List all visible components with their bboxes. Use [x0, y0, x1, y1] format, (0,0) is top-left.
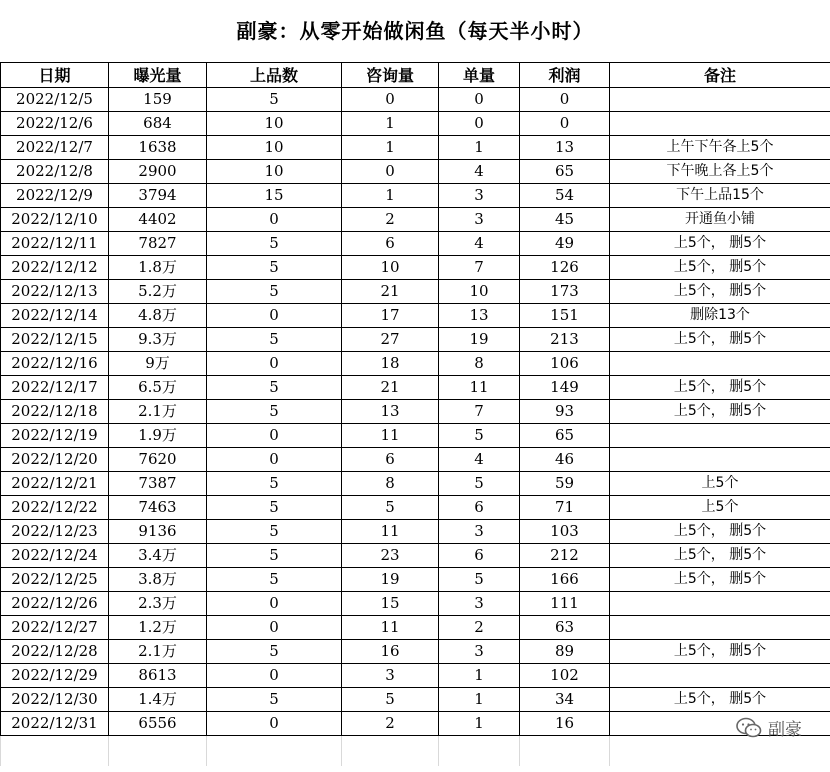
- cell-profit[interactable]: 111: [520, 592, 610, 616]
- cell-date[interactable]: 2022/12/8: [1, 160, 109, 184]
- cell-date[interactable]: 2022/12/15: [1, 328, 109, 352]
- cell-date[interactable]: 2022/12/27: [1, 616, 109, 640]
- cell-date[interactable]: 2022/12/20: [1, 448, 109, 472]
- cell-date[interactable]: 2022/12/26: [1, 592, 109, 616]
- cell-exposure[interactable]: 1.9万: [109, 424, 207, 448]
- cell-orders[interactable]: 6: [439, 496, 520, 520]
- cell-date[interactable]: 2022/12/21: [1, 472, 109, 496]
- header-inquiries[interactable]: 咨询量: [342, 63, 439, 88]
- cell-exposure[interactable]: 9万: [109, 352, 207, 376]
- cell-listings[interactable]: 0: [207, 616, 342, 640]
- cell-listings[interactable]: 0: [207, 304, 342, 328]
- cell-orders[interactable]: 5: [439, 568, 520, 592]
- cell-exposure[interactable]: 2.3万: [109, 592, 207, 616]
- cell-note[interactable]: [610, 352, 830, 376]
- cell-exposure[interactable]: 7387: [109, 472, 207, 496]
- cell-date[interactable]: 2022/12/23: [1, 520, 109, 544]
- cell-inquiries[interactable]: 6: [342, 448, 439, 472]
- table-row: [1, 112, 830, 136]
- data-table: [0, 62, 830, 766]
- cell-inquiries[interactable]: 21: [342, 280, 439, 304]
- table-row: [1, 712, 830, 736]
- cell-exposure[interactable]: 4.8万: [109, 304, 207, 328]
- cell-inquiries[interactable]: 0: [342, 88, 439, 112]
- cell-listings[interactable]: 10: [207, 112, 342, 136]
- cell-profit[interactable]: 46: [520, 448, 610, 472]
- cell-exposure[interactable]: 5.2万: [109, 280, 207, 304]
- cell-exposure[interactable]: 9136: [109, 520, 207, 544]
- cell-orders[interactable]: 1: [439, 712, 520, 736]
- cell-orders[interactable]: 3: [439, 592, 520, 616]
- table-row: [1, 88, 830, 112]
- cell-listings[interactable]: 5: [207, 280, 342, 304]
- cell-profit[interactable]: 63: [520, 616, 610, 640]
- cell-inquiries[interactable]: 8: [342, 472, 439, 496]
- cell-date[interactable]: 2022/12/12: [1, 256, 109, 280]
- header-row: [1, 63, 830, 88]
- table-row: [1, 472, 830, 496]
- cell-exposure[interactable]: 3.4万: [109, 544, 207, 568]
- cell-exposure[interactable]: 2.1万: [109, 640, 207, 664]
- cell-note[interactable]: 上5个， 删5个: [610, 688, 830, 712]
- cell-listings[interactable]: 0: [207, 448, 342, 472]
- empty-cell[interactable]: [342, 736, 439, 767]
- cell-inquiries[interactable]: 19: [342, 568, 439, 592]
- cell-note[interactable]: 上5个: [610, 496, 830, 520]
- cell-exposure[interactable]: 7827: [109, 232, 207, 256]
- cell-date[interactable]: 2022/12/7: [1, 136, 109, 160]
- cell-date[interactable]: 2022/12/10: [1, 208, 109, 232]
- empty-cell[interactable]: [207, 736, 342, 767]
- table-row: [1, 568, 830, 592]
- cell-listings[interactable]: 0: [207, 424, 342, 448]
- cell-profit[interactable]: 93: [520, 400, 610, 424]
- empty-cell[interactable]: [1, 736, 109, 767]
- cell-date[interactable]: 2022/12/25: [1, 568, 109, 592]
- cell-profit[interactable]: 13: [520, 136, 610, 160]
- cell-inquiries[interactable]: 1: [342, 112, 439, 136]
- cell-orders[interactable]: 8: [439, 352, 520, 376]
- table-row: [1, 520, 830, 544]
- cell-note[interactable]: [610, 664, 830, 688]
- cell-exposure[interactable]: 1.8万: [109, 256, 207, 280]
- cell-inquiries[interactable]: 21: [342, 376, 439, 400]
- cell-profit[interactable]: 151: [520, 304, 610, 328]
- cell-profit[interactable]: 212: [520, 544, 610, 568]
- cell-listings[interactable]: 5: [207, 520, 342, 544]
- header-profit[interactable]: 利润: [520, 63, 610, 88]
- cell-exposure[interactable]: 1.4万: [109, 688, 207, 712]
- cell-inquiries[interactable]: 11: [342, 616, 439, 640]
- cell-orders[interactable]: 10: [439, 280, 520, 304]
- cell-exposure[interactable]: 8613: [109, 664, 207, 688]
- cell-listings[interactable]: 5: [207, 376, 342, 400]
- cell-orders[interactable]: 5: [439, 472, 520, 496]
- cell-note[interactable]: 上5个， 删5个: [610, 640, 830, 664]
- cell-exposure[interactable]: 6556: [109, 712, 207, 736]
- cell-profit[interactable]: 54: [520, 184, 610, 208]
- cell-note[interactable]: [610, 88, 830, 112]
- cell-profit[interactable]: 106: [520, 352, 610, 376]
- cell-note[interactable]: 下午晚上各上5个: [610, 160, 830, 184]
- cell-profit[interactable]: 103: [520, 520, 610, 544]
- cell-exposure[interactable]: 7463: [109, 496, 207, 520]
- cell-inquiries[interactable]: 15: [342, 592, 439, 616]
- cell-note[interactable]: 上5个， 删5个: [610, 544, 830, 568]
- cell-date[interactable]: 2022/12/9: [1, 184, 109, 208]
- cell-profit[interactable]: 59: [520, 472, 610, 496]
- cell-exposure[interactable]: 1638: [109, 136, 207, 160]
- cell-listings[interactable]: 5: [207, 688, 342, 712]
- cell-inquiries[interactable]: 11: [342, 424, 439, 448]
- table-row: [1, 616, 830, 640]
- cell-note[interactable]: 删除13个: [610, 304, 830, 328]
- watermark: [736, 715, 802, 740]
- cell-profit[interactable]: 126: [520, 256, 610, 280]
- cell-profit[interactable]: 0: [520, 112, 610, 136]
- cell-inquiries[interactable]: 17: [342, 304, 439, 328]
- cell-exposure[interactable]: 9.3万: [109, 328, 207, 352]
- cell-orders[interactable]: 11: [439, 376, 520, 400]
- cell-orders[interactable]: 2: [439, 616, 520, 640]
- cell-orders[interactable]: 1: [439, 688, 520, 712]
- wechat-icon: [736, 717, 762, 739]
- cell-orders[interactable]: 13: [439, 304, 520, 328]
- cell-note[interactable]: 上5个， 删5个: [610, 280, 830, 304]
- cell-profit[interactable]: 173: [520, 280, 610, 304]
- cell-inquiries[interactable]: 11: [342, 520, 439, 544]
- table-row: [1, 136, 830, 160]
- cell-note[interactable]: 上5个， 删5个: [610, 328, 830, 352]
- cell-orders[interactable]: 3: [439, 208, 520, 232]
- table-row: [1, 256, 830, 280]
- cell-listings[interactable]: 5: [207, 568, 342, 592]
- cell-exposure[interactable]: 2.1万: [109, 400, 207, 424]
- cell-orders[interactable]: 1: [439, 664, 520, 688]
- table-row: [1, 352, 830, 376]
- cell-orders[interactable]: 4: [439, 232, 520, 256]
- table-row: [1, 448, 830, 472]
- cell-orders[interactable]: 3: [439, 184, 520, 208]
- cell-note[interactable]: 上5个， 删5个: [610, 400, 830, 424]
- cell-exposure[interactable]: 3794: [109, 184, 207, 208]
- cell-date[interactable]: 2022/12/14: [1, 304, 109, 328]
- cell-exposure[interactable]: 684: [109, 112, 207, 136]
- table-row: [1, 664, 830, 688]
- cell-orders[interactable]: 1: [439, 136, 520, 160]
- cell-listings[interactable]: 5: [207, 496, 342, 520]
- cell-orders[interactable]: 0: [439, 88, 520, 112]
- cell-exposure[interactable]: 1.2万: [109, 616, 207, 640]
- cell-exposure[interactable]: 3.8万: [109, 568, 207, 592]
- cell-date[interactable]: 2022/12/29: [1, 664, 109, 688]
- table-row: [1, 688, 830, 712]
- cell-note[interactable]: [610, 616, 830, 640]
- cell-note[interactable]: 上午下午各上5个: [610, 136, 830, 160]
- cell-inquiries[interactable]: 27: [342, 328, 439, 352]
- cell-inquiries[interactable]: 1: [342, 184, 439, 208]
- cell-profit[interactable]: 16: [520, 712, 610, 736]
- cell-exposure[interactable]: 7620: [109, 448, 207, 472]
- cell-date[interactable]: 2022/12/28: [1, 640, 109, 664]
- cell-inquiries[interactable]: 3: [342, 664, 439, 688]
- cell-orders[interactable]: 4: [439, 160, 520, 184]
- cell-profit[interactable]: 89: [520, 640, 610, 664]
- cell-profit[interactable]: 49: [520, 232, 610, 256]
- cell-date[interactable]: 2022/12/6: [1, 112, 109, 136]
- cell-date[interactable]: 2022/12/24: [1, 544, 109, 568]
- cell-listings[interactable]: 0: [207, 352, 342, 376]
- cell-exposure[interactable]: 6.5万: [109, 376, 207, 400]
- empty-row: [1, 736, 830, 767]
- cell-inquiries[interactable]: 18: [342, 352, 439, 376]
- table-row: [1, 496, 830, 520]
- cell-profit[interactable]: 65: [520, 160, 610, 184]
- header-orders[interactable]: 单量: [439, 63, 520, 88]
- cell-inquiries[interactable]: 16: [342, 640, 439, 664]
- cell-date[interactable]: 2022/12/5: [1, 88, 109, 112]
- cell-date[interactable]: 2022/12/13: [1, 280, 109, 304]
- cell-inquiries[interactable]: 0: [342, 160, 439, 184]
- cell-profit[interactable]: 45: [520, 208, 610, 232]
- watermark-text: 副豪: [768, 720, 802, 740]
- table-row: [1, 208, 830, 232]
- cell-orders[interactable]: 4: [439, 448, 520, 472]
- cell-date[interactable]: 2022/12/19: [1, 424, 109, 448]
- cell-listings[interactable]: 0: [207, 664, 342, 688]
- cell-inquiries[interactable]: 5: [342, 688, 439, 712]
- sheet-title: 副豪：从零开始做闲鱼（每天半小时）: [236, 19, 594, 43]
- empty-cell[interactable]: [439, 736, 520, 767]
- cell-inquiries[interactable]: 2: [342, 712, 439, 736]
- table-row: [1, 160, 830, 184]
- cell-listings[interactable]: 10: [207, 160, 342, 184]
- cell-profit[interactable]: 166: [520, 568, 610, 592]
- cell-listings[interactable]: 5: [207, 88, 342, 112]
- cell-note[interactable]: [610, 112, 830, 136]
- header-exposure[interactable]: 曝光量: [109, 63, 207, 88]
- cell-orders[interactable]: 3: [439, 520, 520, 544]
- cell-orders[interactable]: 0: [439, 112, 520, 136]
- cell-note[interactable]: 上5个， 删5个: [610, 256, 830, 280]
- cell-orders[interactable]: 7: [439, 256, 520, 280]
- cell-listings[interactable]: 0: [207, 592, 342, 616]
- cell-date[interactable]: 2022/12/17: [1, 376, 109, 400]
- cell-exposure[interactable]: 2900: [109, 160, 207, 184]
- cell-listings[interactable]: 5: [207, 640, 342, 664]
- cell-note[interactable]: 上5个， 删5个: [610, 520, 830, 544]
- cell-note[interactable]: [610, 592, 830, 616]
- cell-orders[interactable]: 6: [439, 544, 520, 568]
- cell-exposure[interactable]: 4402: [109, 208, 207, 232]
- cell-profit[interactable]: 34: [520, 688, 610, 712]
- table-row: [1, 424, 830, 448]
- cell-listings[interactable]: 5: [207, 232, 342, 256]
- cell-inquiries[interactable]: 6: [342, 232, 439, 256]
- cell-orders[interactable]: 3: [439, 640, 520, 664]
- cell-listings[interactable]: 5: [207, 400, 342, 424]
- cell-note[interactable]: [610, 448, 830, 472]
- table-row: [1, 400, 830, 424]
- cell-inquiries[interactable]: 5: [342, 496, 439, 520]
- empty-cell[interactable]: [520, 736, 610, 767]
- cell-listings[interactable]: 5: [207, 472, 342, 496]
- cell-note[interactable]: 下午上品15个: [610, 184, 830, 208]
- cell-profit[interactable]: 71: [520, 496, 610, 520]
- cell-profit[interactable]: 0: [520, 88, 610, 112]
- cell-listings[interactable]: 0: [207, 712, 342, 736]
- cell-date[interactable]: 2022/12/18: [1, 400, 109, 424]
- table-row: [1, 376, 830, 400]
- table-row: [1, 592, 830, 616]
- cell-listings[interactable]: 5: [207, 544, 342, 568]
- cell-note[interactable]: 上5个， 删5个: [610, 568, 830, 592]
- cell-note[interactable]: 上5个: [610, 472, 830, 496]
- cell-note[interactable]: 上5个， 删5个: [610, 376, 830, 400]
- cell-note[interactable]: [610, 424, 830, 448]
- table-row: [1, 544, 830, 568]
- empty-cell[interactable]: [610, 736, 830, 767]
- table-row: [1, 328, 830, 352]
- header-listings[interactable]: 上品数: [207, 63, 342, 88]
- cell-inquiries[interactable]: 23: [342, 544, 439, 568]
- cell-inquiries[interactable]: 13: [342, 400, 439, 424]
- cell-orders[interactable]: 7: [439, 400, 520, 424]
- table-row: [1, 184, 830, 208]
- cell-listings[interactable]: 5: [207, 328, 342, 352]
- cell-profit[interactable]: 149: [520, 376, 610, 400]
- table-row: [1, 232, 830, 256]
- cell-inquiries[interactable]: 2: [342, 208, 439, 232]
- cell-date[interactable]: 2022/12/11: [1, 232, 109, 256]
- cell-profit[interactable]: 65: [520, 424, 610, 448]
- cell-profit[interactable]: 102: [520, 664, 610, 688]
- cell-date[interactable]: 2022/12/30: [1, 688, 109, 712]
- cell-note[interactable]: 开通鱼小铺: [610, 208, 830, 232]
- header-note[interactable]: 备注: [610, 63, 830, 88]
- cell-inquiries[interactable]: 1: [342, 136, 439, 160]
- cell-listings[interactable]: 15: [207, 184, 342, 208]
- cell-exposure[interactable]: 159: [109, 88, 207, 112]
- table-row: [1, 280, 830, 304]
- cell-orders[interactable]: 19: [439, 328, 520, 352]
- cell-date[interactable]: 2022/12/22: [1, 496, 109, 520]
- cell-date[interactable]: 2022/12/16: [1, 352, 109, 376]
- cell-date[interactable]: 2022/12/31: [1, 712, 109, 736]
- cell-listings[interactable]: 0: [207, 208, 342, 232]
- cell-inquiries[interactable]: 10: [342, 256, 439, 280]
- cell-note[interactable]: 上5个， 删5个: [610, 232, 830, 256]
- cell-listings[interactable]: 10: [207, 136, 342, 160]
- cell-orders[interactable]: 5: [439, 424, 520, 448]
- table-row: [1, 304, 830, 328]
- empty-cell[interactable]: [109, 736, 207, 767]
- table-row: [1, 640, 830, 664]
- header-date[interactable]: 日期: [1, 63, 109, 88]
- cell-profit[interactable]: 213: [520, 328, 610, 352]
- cell-listings[interactable]: 5: [207, 256, 342, 280]
